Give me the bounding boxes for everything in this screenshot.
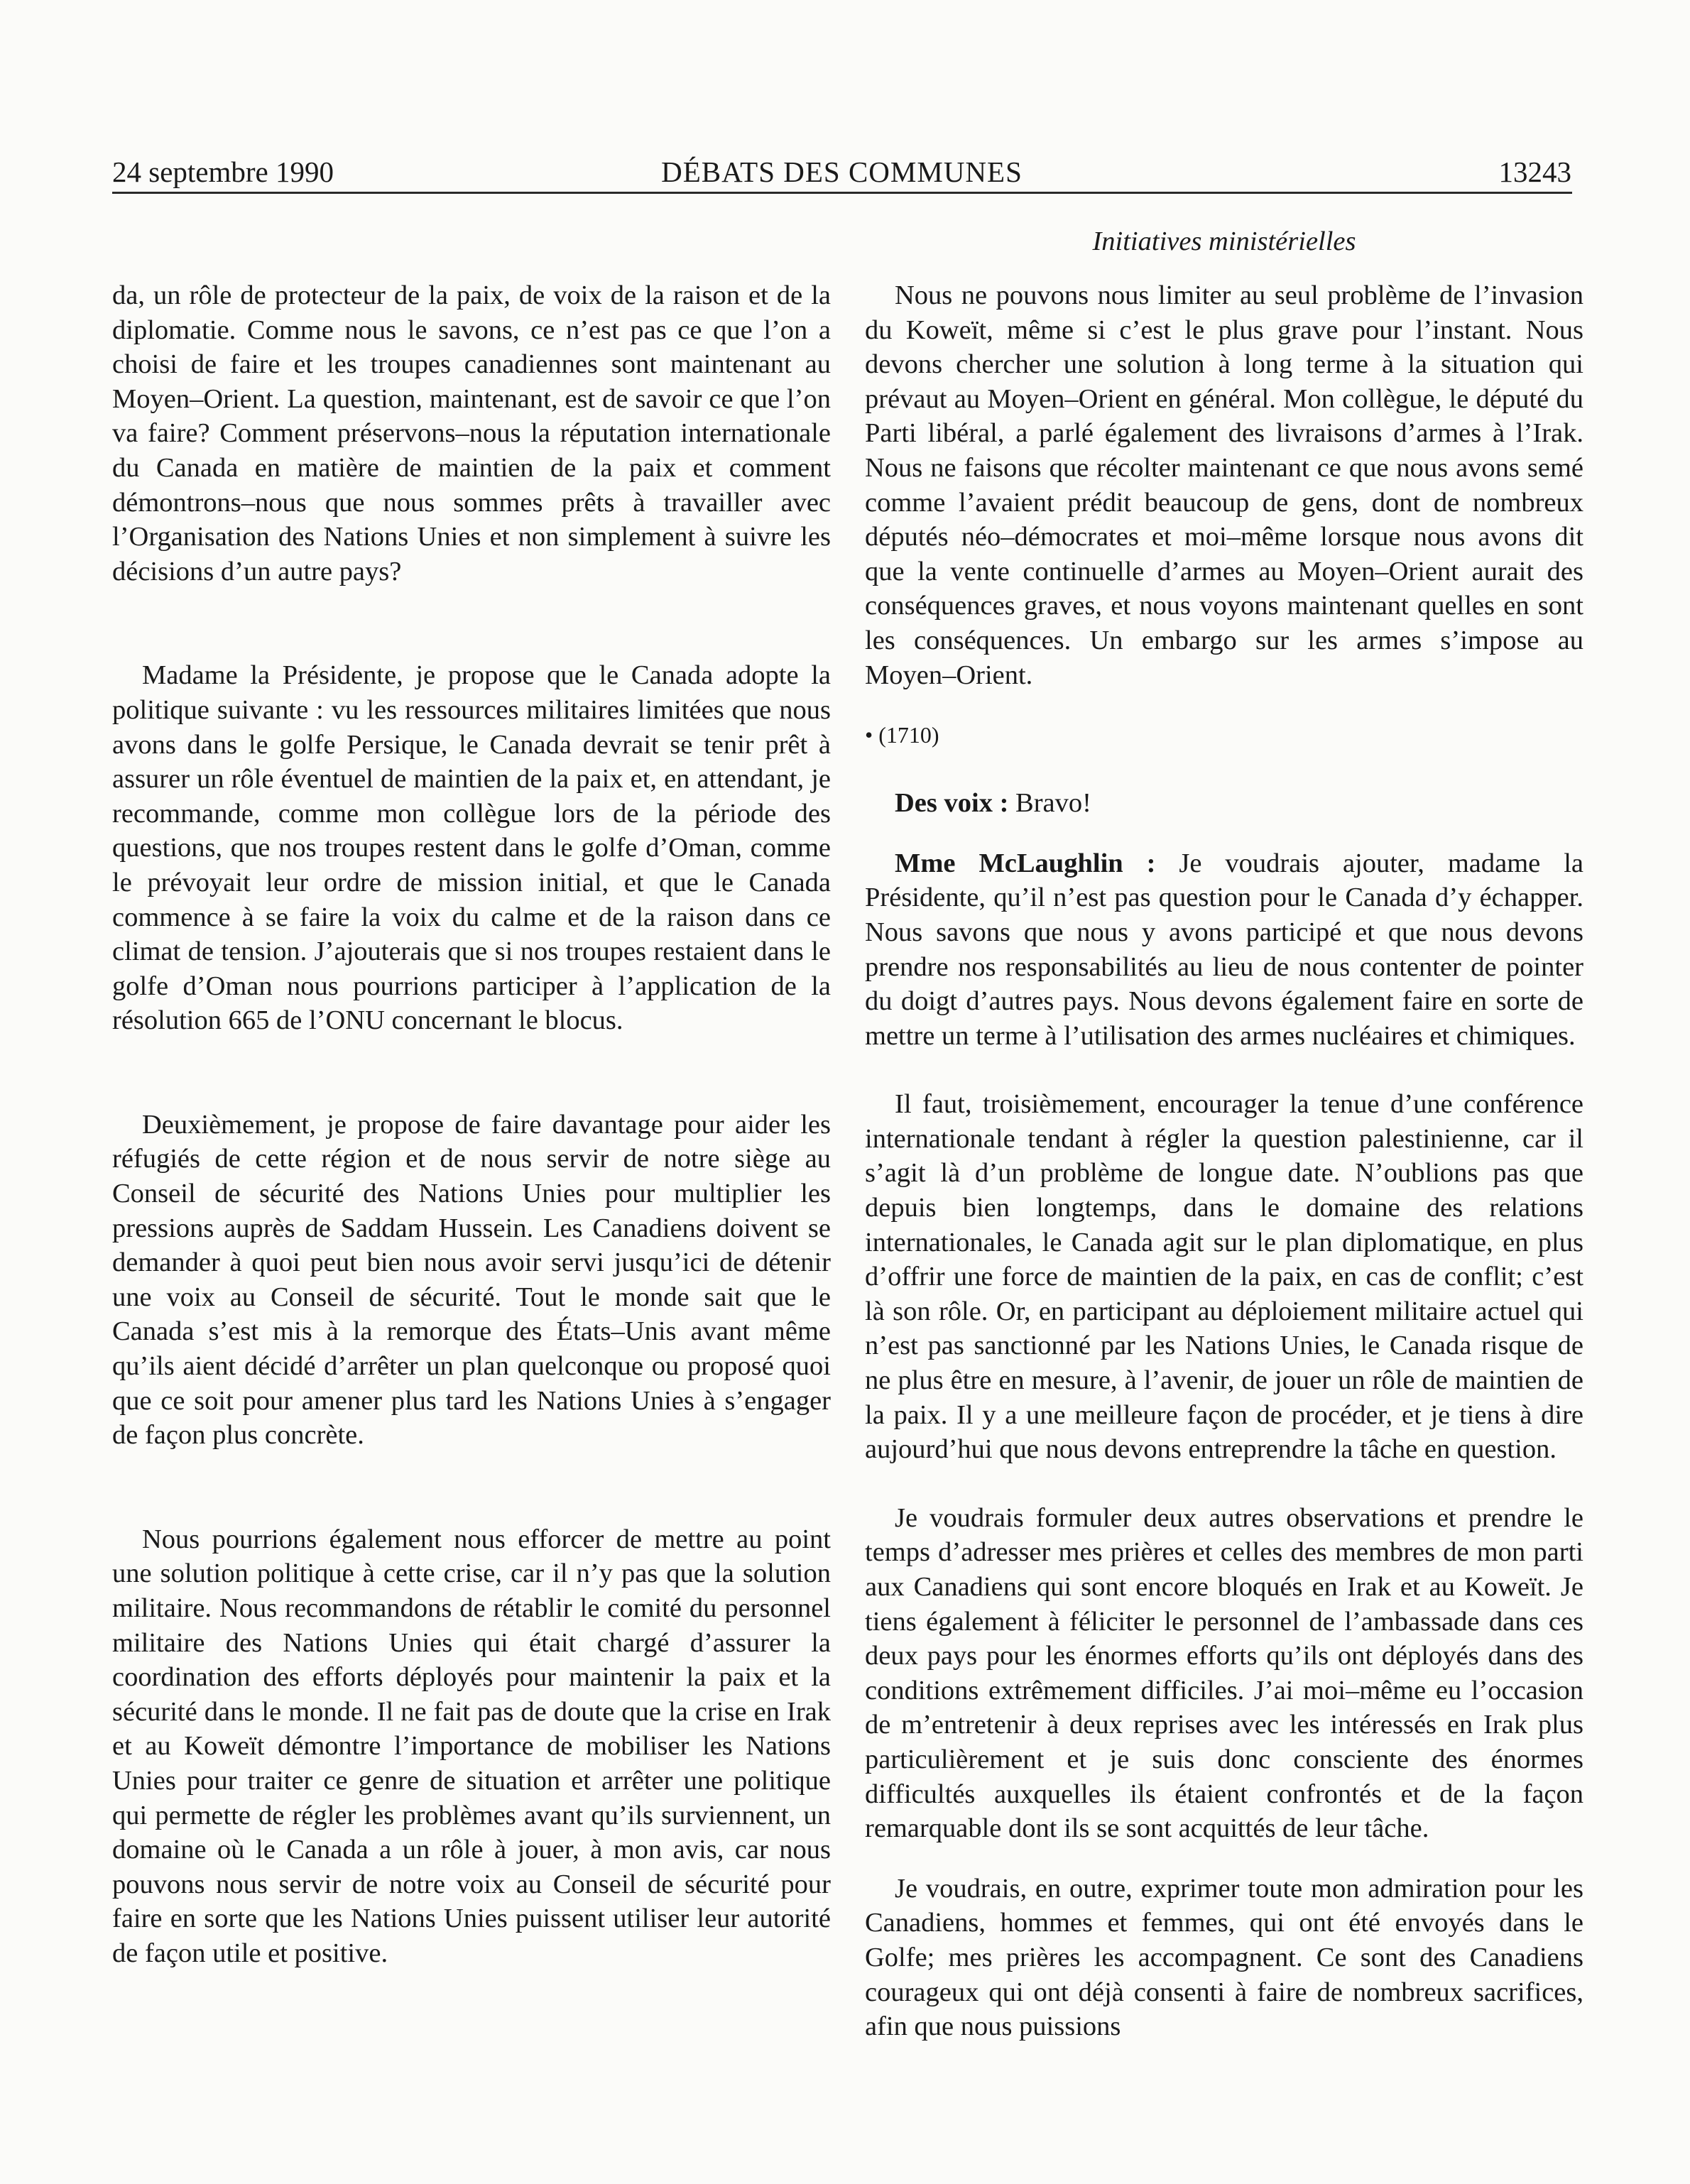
- page-header: [112, 151, 1571, 193]
- time-marker: • (1710): [865, 722, 939, 748]
- paragraph: Je voudrais, en outre, exprimer toute mon admiration pour les Canadiens, hommes et femmes, qui ont été envoyés dans le Golfe; mes prières les accompagnent. Ce sont des Canadiens courageux qui ont déjà consenti à faire de nombreux sacrifices, afin que nous puissions: [865, 1873, 1583, 2042]
- speech-text: Je voudrais ajouter, madame la Présidente, qu’il n’est pas question pour le Canada d’y échapper. Nous savons que nous y avons participé et que nous devons prendre nos responsabilités au lieu de nous contenter de pointer du doigt d’autres pays. Nous devons également faire en sorte de mettre un terme à l’utilisation des armes nucléaires et chimiques.: [865, 848, 1583, 1051]
- running-head: Initiatives ministérielles: [1092, 226, 1356, 256]
- right-column: [865, 278, 1583, 2044]
- paragraph: Je voudrais formuler deux autres observations et prendre le temps d’adresser mes prières et celles des membres de mon parti aux Canadiens qui sont encore bloqués en Irak et au Koweït. Je tiens également à féliciter le personnel de l’ambassade dans ces deux pays pour les énormes efforts qu’ils ont déployés dans des conditions extrêmement difficiles. J’ai moi–même eu l’occasion de m’entretenir à deux reprises avec les intéressés en Irak plus particulièrement et je suis donc consciente des énormes difficultés auxquelles ils étaient confrontés et de la façon remarquable dont ils se sont acquittés de leur tâche.: [865, 1502, 1583, 1844]
- header-title: DÉBATS DES COMMUNES: [661, 155, 1023, 188]
- speech-paragraph: [865, 846, 1583, 1054]
- paragraph: Nous ne pouvons nous limiter au seul problème de l’invasion du Koweït, même si c’est le plus grave pour l’instant. Nous devons chercher une solution à long terme à la situation qui prévaut au Moyen–Orient en général. Mon collègue, le député du Parti libéral, a parlé également des livraisons d’armes à l’Irak. Nous ne faisons que récolter maintenant ce que nous avons semé comme l’avaient prédit beaucoup de gens, dont de nombreux députés néo–démocrates et moi–même lorsque nous avons dit que la vente continuelle d’armes au Moyen–Orient aurait des conséquences graves, et nous voyons maintenant quelles en sont les conséquences. Un embargo sur les armes s’impose au Moyen–Orient.: [865, 280, 1583, 690]
- interjection-text: Bravo!: [1008, 788, 1091, 819]
- header-rule: [112, 192, 1572, 194]
- paragraph: Nous pourrions également nous efforcer de mettre au point une solution politique à cette crise, car il n’y pas que la solution militaire. Nous recommandons de rétablir le comité du personnel militaire des Nations Unies qui était chargé d’assurer la coordination des efforts déployés pour maintenir la paix et la sécurité dans le monde. Il ne fait pas de doute que la crise en Irak et au Koweït démontre l’importance de mobiliser les Nations Unies pour traiter ce genre de situation et arrêter une politique qui permette de régler les problèmes avant qu’ils surviennent, un domaine où le Canada a un rôle à jouer, à mon avis, car nous pouvons nous servir de notre voix au Conseil de sécurité pour faire en sorte que les Nations Unies puissent utiliser leur autorité de façon utile et positive.: [112, 1524, 831, 1968]
- speaker-name: Des voix :: [895, 788, 1009, 819]
- interjection: [865, 786, 1583, 821]
- left-column: [112, 278, 831, 1971]
- paragraph: Il faut, troisièmement, encourager la tenue d’une conférence internationale tendant à régler la question palestinienne, car il s’agit là d’un problème de longue date. N’oublions pas que depuis bien longtemps, dans le domaine des relations internationales, le Canada agit sur le plan diplomatique, en plus d’offrir une force de maintien de la paix, en cas de conflit; c’est là son rôle. Or, en participant au déploiement militaire actuel qui n’est pas sanctionné par les Nations Unies, le Canada risque de ne plus être en mesure, à l’avenir, de jouer un rôle de maintien de la paix. Il y a une meilleure façon de procéder, et je tiens à dire aujourd’hui que nous devons entreprendre la tâche en question.: [865, 1089, 1583, 1465]
- paragraph: Madame la Présidente, je propose que le Canada adopte la politique suivante : vu les ressources militaires limitées que nous avons dans le golfe Persique, le Canada devrait se tenir prêt à assurer un rôle éventuel de maintien de la paix et, en attendant, je recommande, comme mon collègue lors de la période des questions, que nos troupes restent dans le golfe d’Oman, comme le prévoyait leur ordre de mission initial, et que le Canada commence à se faire la voix du calme et de la raison dans ce climat de tension. J’ajouterais que si nos troupes restaient dans le golfe d’Oman nous pourrions participer à l’application de la résolution 665 de l’ONU concernant le blocus.: [112, 660, 831, 1036]
- paragraph: da, un rôle de protecteur de la paix, de voix de la raison et de la diplomatie. Comme nous le savons, ce n’est pas ce que l’on a choisi de faire et les troupes canadiennes sont maintenant au Moyen–Orient. La question, maintenant, est de savoir ce que l’on va faire? Comment préservons–nous la réputation internationale du Canada en matière de maintien de la paix et comment démontrons–nous que nous sommes prêts à travailler avec l’Organisation des Nations Unies et non simplement à suivre les décisions d’un autre pays?: [112, 280, 831, 586]
- header-date: 24 septembre 1990: [112, 155, 334, 188]
- page-number: 13243: [1498, 155, 1571, 188]
- paragraph: Deuxièmement, je propose de faire davantage pour aider les réfugiés de cette région et de nous servir de notre siège au Conseil de sécurité des Nations Unies pour multiplier les pressions auprès de Saddam Hussein. Les Canadiens doivent se demander à quoi peut bien nous avoir servi jusqu’ici de détenir une voix au Conseil de sécurité. Tout le monde sait que le Canada s’est mis à la remorque des États–Unis avant même qu’ils aient décidé d’arrêter un plan quelconque ou proposé quoi que ce soit pour amener plus tard les Nations Unies à s’engager de façon plus concrète.: [112, 1109, 831, 1451]
- speaker-name: Mme McLaughlin :: [895, 848, 1156, 878]
